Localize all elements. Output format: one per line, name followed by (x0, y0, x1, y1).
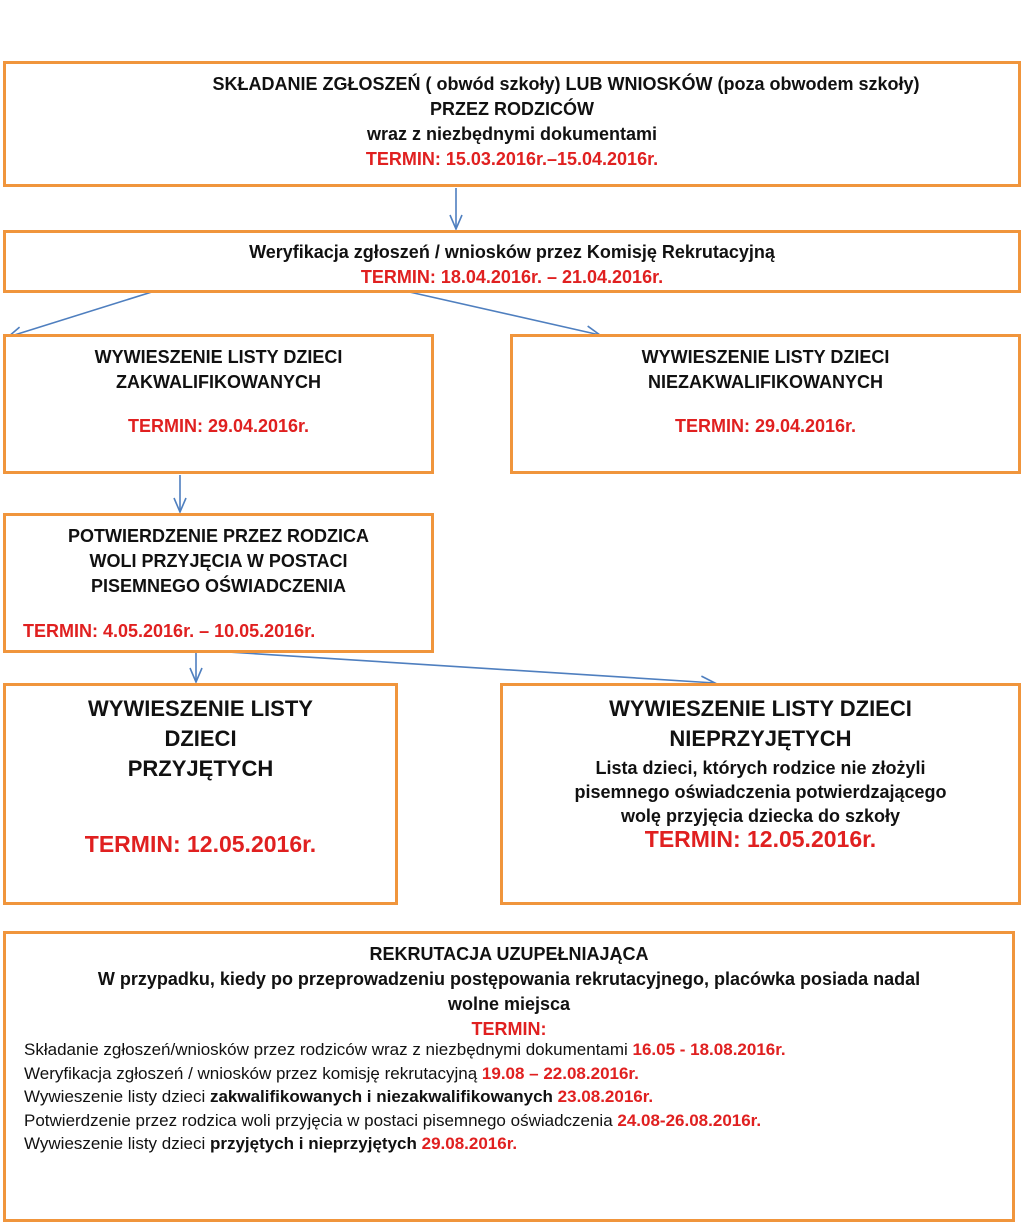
qualified-line2: ZAKWALIFIKOWANYCH (116, 372, 321, 392)
rejected-line1: WYWIESZENIE LISTY DZIECI (609, 696, 912, 721)
confirmation-line2: WOLI PRZYJĘCIA W POSTACI (89, 551, 348, 571)
confirmation-termin: TERMIN: 4.05.2016r. – 10.05.2016r. (23, 621, 316, 641)
confirmation-line1: POTWIERDZENIE PRZEZ RODZICA (68, 526, 369, 546)
item-bold: przyjętych i nieprzyjętych (209, 1134, 422, 1153)
supplementary-termin-label: TERMIN: (471, 1019, 547, 1039)
step-confirmation-box (3, 513, 434, 653)
rejected-desc2: pisemnego oświadczenia potwierdzającego (574, 782, 947, 802)
unqualified-line1: WYWIESZENIE LISTY DZIECI (641, 347, 890, 367)
supplementary-item (24, 1038, 1004, 1062)
step-rejected-list-box (500, 683, 1021, 905)
item-date: 19.08 – 22.08.2016r. (481, 1063, 639, 1083)
step-verification-box (3, 230, 1021, 293)
accepted-line2: DZIECI (164, 726, 237, 751)
supplementary-item (24, 1109, 1004, 1133)
confirmation-line3: PISEMNEGO OŚWIADCZENIA (90, 576, 346, 596)
supplementary-item (24, 1085, 1004, 1109)
qualified-termin: TERMIN: 29.04.2016r. (127, 416, 310, 436)
item-date: 24.08-26.08.2016r. (617, 1110, 762, 1130)
item-text: Składanie zgłoszeń/wniosków przez rodziców wraz z niezbędnymi dokumentami (24, 1040, 633, 1059)
step-submission-line2: PRZEZ RODZICÓW (430, 99, 594, 119)
arrow-step2-to-left (8, 291, 155, 337)
step-verification-line1: Weryfikacja zgłoszeń / wniosków przez Komisję Rekrutacyjną (249, 242, 775, 262)
rejected-desc1: Lista dzieci, których rodzice nie złożyli (595, 758, 926, 778)
supplementary-subtitle1: W przypadku, kiedy po przeprowadzeniu postępowania rekrutacyjnego, placówka posiada nadal (97, 969, 921, 989)
step-submission-box (3, 61, 1021, 187)
rejected-line2: NIEPRZYJĘTYCH (669, 726, 852, 751)
step-qualified-list-box (3, 334, 434, 474)
unqualified-line2: NIEZAKWALIFIKOWANYCH (648, 372, 883, 392)
item-date: 29.08.2016r. (421, 1134, 518, 1153)
item-text: Weryfikacja zgłoszeń / wniosków przez komisję rekrutacyjną (24, 1063, 482, 1083)
unqualified-termin: TERMIN: 29.04.2016r. (674, 416, 857, 436)
supplementary-recruitment-box (3, 931, 1015, 1222)
item-date: 23.08.2016r. (557, 1087, 654, 1106)
item-bold: zakwalifikowanych i niezakwalifikowanych (209, 1087, 558, 1106)
supplementary-title: REKRUTACJA UZUPEŁNIAJĄCA (369, 944, 649, 964)
step-unqualified-list-box (510, 334, 1021, 474)
rejected-desc3: wolę przyjęcia dziecka do szkoły (620, 806, 901, 826)
accepted-line3: PRZYJĘTYCH (127, 756, 274, 781)
accepted-line1: WYWIESZENIE LISTY (88, 696, 313, 721)
accepted-termin: TERMIN: 12.05.2016r. (84, 831, 317, 857)
supplementary-item (24, 1062, 1004, 1086)
supplementary-subtitle2: wolne miejsca (447, 994, 571, 1014)
supplementary-item (24, 1132, 1004, 1156)
qualified-line1: WYWIESZENIE LISTY DZIECI (94, 347, 343, 367)
item-text: Wywieszenie listy dzieci (24, 1087, 210, 1106)
item-date: 16.05 - 18.08.2016r. (632, 1040, 786, 1059)
step-submission-line3: wraz z niezbędnymi dokumentami (366, 124, 658, 144)
arrow-confirm-to-rejected (196, 650, 715, 683)
arrow-step2-to-right (405, 291, 600, 335)
step-submission-line1: SKŁADANIE ZGŁOSZEŃ ( obwód szkoły) LUB WNIOSKÓW (poza obwodem szkoły) (212, 74, 920, 94)
item-text: Potwierdzenie przez rodzica woli przyjęcia w postaci pisemnego oświadczenia (24, 1110, 618, 1130)
step-accepted-list-box (3, 683, 398, 905)
step-submission-termin: TERMIN: 15.03.2016r.–15.04.2016r. (365, 149, 659, 169)
step-verification-termin: TERMIN: 18.04.2016r. – 21.04.2016r. (360, 267, 664, 287)
item-text: Wywieszenie listy dzieci (24, 1134, 210, 1153)
rejected-termin: TERMIN: 12.05.2016r. (644, 826, 877, 852)
